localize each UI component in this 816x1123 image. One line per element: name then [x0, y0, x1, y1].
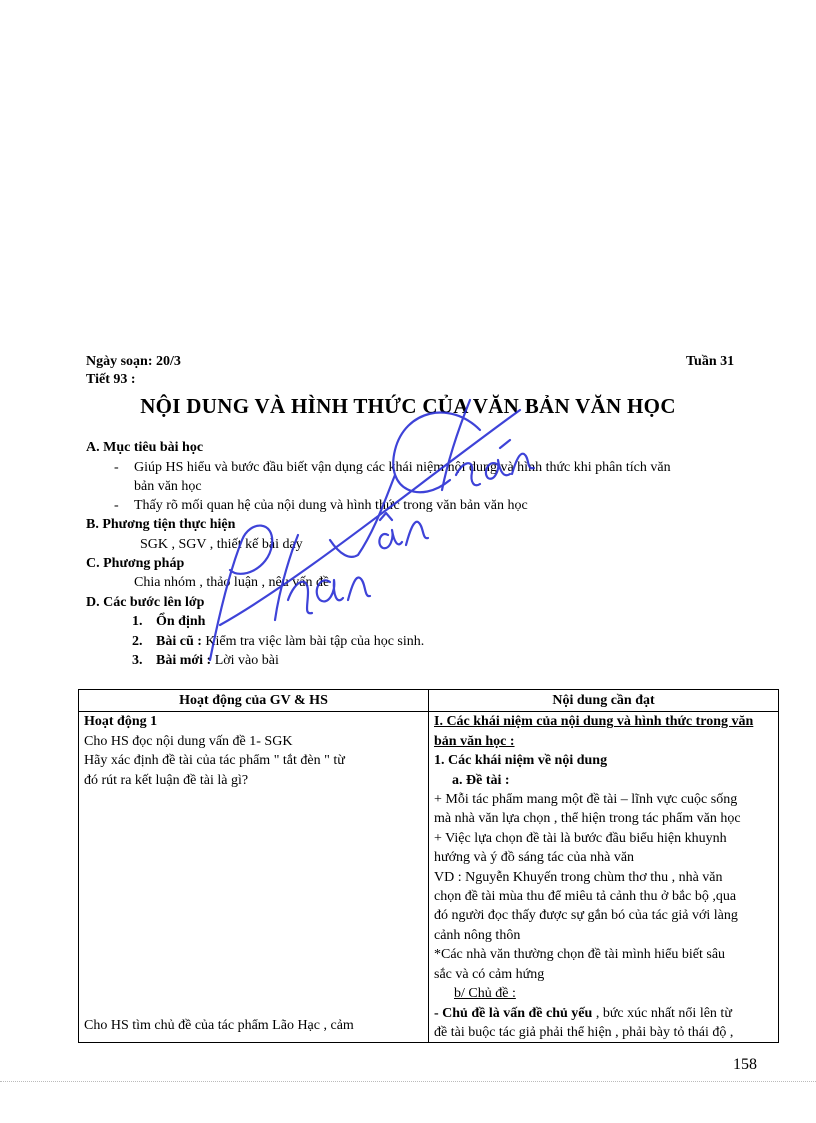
objective-2: Thấy rõ mối quan hệ của nội dung và hình thức trong văn bản văn học	[134, 498, 528, 513]
step-label: Bài mới :	[156, 653, 212, 668]
section-b-heading: B. Phương tiện thực hiện	[86, 517, 236, 532]
content-heading: bản văn học :	[434, 733, 515, 749]
content-line: *Các nhà văn thường chọn đề tài mình hiểu biết sâu	[434, 947, 726, 963]
content-line: mà nhà văn lựa chọn , thể hiện trong tác phẩm văn học	[434, 811, 741, 827]
step-text: Kiểm tra việc làm bài tập của học sinh.	[201, 634, 425, 649]
content-cell	[429, 712, 779, 1043]
activity-title: Hoạt động 1	[84, 714, 158, 730]
page-number: 158	[733, 1056, 757, 1073]
step-item	[156, 634, 424, 650]
objective-1-line1: Giúp HS hiểu và bước đầu biết vận dụng các khái niệm nội dung và hình thức khi phân tích văn	[134, 460, 671, 475]
content-line: cảnh nông thôn	[434, 927, 521, 943]
activity-line: Cho HS tìm chủ đề của tác phẩm Lão Hạc , cảm	[84, 1018, 354, 1033]
activity-cell	[79, 712, 429, 1043]
section-c-heading: C. Phương pháp	[86, 556, 185, 571]
list-bullet: -	[114, 498, 119, 513]
content-subheading: b/ Chủ đề :	[454, 986, 516, 1002]
page-bottom-dotted-line	[0, 1081, 816, 1082]
lesson-table	[78, 689, 779, 1043]
week-label: Tuần 31	[686, 354, 735, 369]
period-label: Tiết 93 :	[86, 372, 136, 387]
content-line: hướng và ý đồ sáng tác của nhà văn	[434, 850, 635, 866]
step-label: Bài cũ :	[156, 634, 202, 649]
list-bullet: -	[114, 460, 119, 475]
content-line: + Việc lựa chọn đề tài là bước đầu biểu hiện khuynh	[434, 830, 727, 846]
step-number: 2.	[132, 634, 143, 649]
content-emphasis: - Chủ đề là vấn đề chủ yếu	[434, 1005, 593, 1021]
table-header-row	[79, 690, 779, 712]
content-line: VD : Nguyễn Khuyến trong chùm thơ thu , nhà văn	[434, 869, 723, 885]
section-b-text: SGK , SGV , thiết kế bài dạy	[140, 537, 303, 552]
content-line: đề tài buộc tác giả phải thể hiện , phải bày tỏ thái độ ,	[434, 1024, 734, 1040]
section-a-heading: A. Mục tiêu bài học	[86, 440, 204, 455]
content-line: chọn đề tài mùa thu để miêu tả cảnh thu ở bắc bộ ,qua	[434, 889, 737, 905]
content-line: đó người đọc thấy được sự gắn bó của tác giả với làng	[434, 908, 738, 924]
step-label: Ổn định	[156, 614, 206, 629]
objective-1-line2: bản văn học	[134, 479, 202, 494]
table-header-content: Nội dung cần đạt	[429, 690, 779, 712]
date-label: Ngày soạn: 20/3	[86, 354, 181, 369]
step-number: 1.	[132, 614, 143, 629]
table-header-activity: Hoạt động của GV & HS	[79, 690, 429, 712]
content-line: + Mỗi tác phẩm mang một đề tài – lĩnh vực cuộc sống	[434, 792, 738, 808]
activity-line: đó rút ra kết luận đề tài là gì?	[84, 772, 249, 788]
step-item	[156, 653, 279, 669]
content-text: , bức xúc nhất nổi lên từ	[592, 1005, 732, 1021]
content-heading: I. Các khái niệm của nội dung và hình thức trong văn	[434, 714, 754, 730]
table-row	[79, 712, 779, 1043]
section-c-text: Chia nhóm , thảo luận , nêu vấn đề	[134, 575, 330, 590]
step-text: Lời vào bài	[211, 653, 279, 668]
activity-line: Hãy xác định đề tài của tác phẩm " tắt đèn " từ	[84, 753, 345, 769]
content-subheading: 1. Các khái niệm về nội dung	[434, 753, 608, 769]
content-line	[434, 1004, 773, 1023]
page-title: NỘI DUNG VÀ HÌNH THỨC CỦA VĂN BẢN VĂN HỌC	[140, 394, 676, 418]
content-subheading: a. Đề tài :	[452, 772, 510, 788]
content-line: sắc và có cảm hứng	[434, 966, 545, 982]
step-number: 3.	[132, 653, 143, 668]
section-d-heading: D. Các bước lên lớp	[86, 595, 205, 610]
activity-line: Cho HS đọc nội dung vấn đề 1- SGK	[84, 733, 293, 749]
